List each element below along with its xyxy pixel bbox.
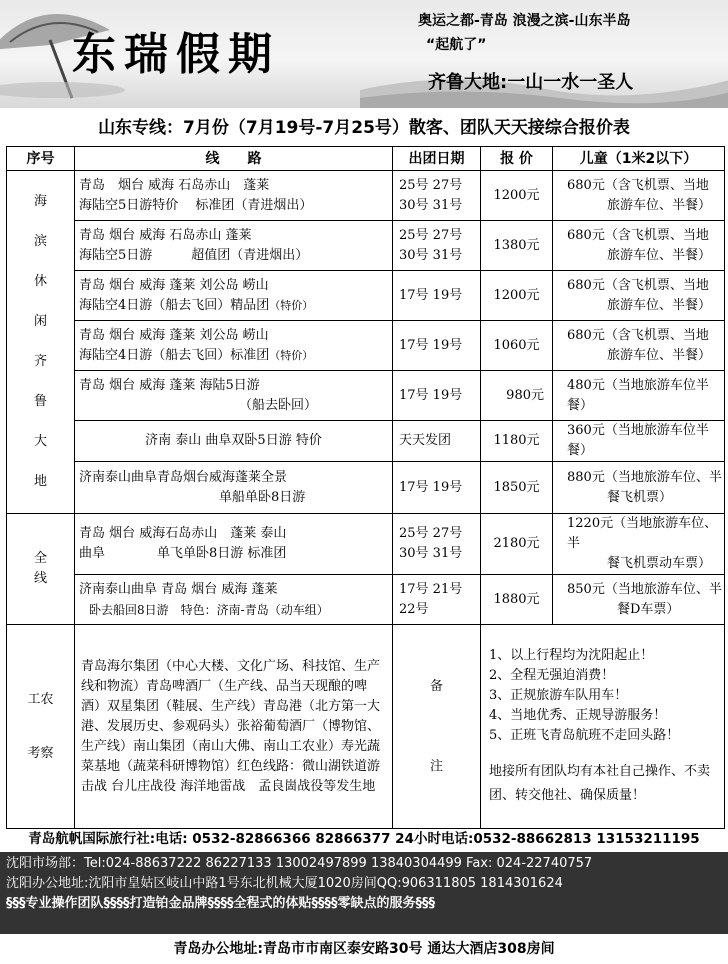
route-cell: 青岛 烟台 威海 石岛赤山 蓬莱 海陆空5日游特价 标准团（青进烟出）	[75, 171, 393, 221]
child-price-cell: 680元（含飞机票、当地 旅游车位、半餐）	[553, 221, 725, 271]
route-cell: 青岛 烟台 威海 蓬莱 海陆5日游 （船去卧回）	[75, 371, 393, 421]
header-price: 报 价	[481, 147, 553, 171]
note-item: 3、正规旅游车队用车！	[489, 687, 628, 703]
inspection-category: 工农 考察	[7, 625, 75, 829]
child-price-cell: 680元（含飞机票、当地 旅游车位、半餐）	[553, 271, 725, 321]
child-price-cell: 680元（含飞机票、当地 旅游车位、半餐）	[553, 171, 725, 221]
route-cell: 青岛 烟台 威海 石岛赤山 蓬莱 海陆空5日游 超值团（青进烟出）	[75, 221, 393, 271]
note-item: 2、全程无强迫消费！	[489, 667, 615, 683]
date-cell: 天天发团	[393, 421, 481, 462]
price-cell: 1380元	[481, 221, 553, 271]
table-header-row	[7, 147, 725, 171]
date-cell: 17号 21号 22号	[393, 575, 481, 625]
header-index: 序号	[7, 147, 75, 171]
category-full-line: 全 线	[7, 514, 75, 625]
note-item: 4、当地优秀、正规导游服务！	[489, 707, 667, 723]
route-cell: 青岛 烟台 威海 蓬莱 刘公岛 崂山 海陆空4日游（船去飞回）标准团（特价）	[75, 321, 393, 371]
header-child: 儿童（1米2以下）	[553, 147, 725, 171]
brand-title: 东瑞假期	[72, 29, 280, 80]
slogan-line-3: 齐鲁大地:一山一水一圣人	[428, 72, 634, 93]
price-cell: 1200元	[481, 171, 553, 221]
note-item: 1、以上行程均为沈阳起止！	[489, 647, 654, 663]
date-cell: 25号 27号 30号 31号	[393, 514, 481, 575]
child-price-cell: 680元（含飞机票、当地 旅游车位、半餐）	[553, 321, 725, 371]
route-cell: 青岛 烟台 威海石岛赤山 蓬莱 泰山 曲阜 单飞单卧8日游 标准团	[75, 514, 393, 575]
price-cell: 2180元	[481, 514, 553, 575]
date-cell: 17号 19号	[393, 271, 481, 321]
inspection-row	[7, 625, 725, 829]
date-cell: 25号 27号 30号 31号	[393, 221, 481, 271]
agency-contact: 青岛航帆国际旅行社:电话: 0532-82866366 82866377 24小时电话:0532-88662813 13153211195	[28, 831, 700, 847]
child-price-cell: 850元（当地旅游车位、半 餐D车票）	[553, 575, 725, 625]
remarks-notes	[481, 625, 725, 829]
table-row	[7, 171, 725, 221]
shenyang-market-line: 沈阳市场部：Tel:024-88637222 86227133 13002497899 13840304499 Fax: 024-22740757	[6, 856, 593, 871]
price-cell: 1180元	[481, 421, 553, 462]
date-cell: 17号 19号	[393, 321, 481, 371]
header-route: 线 路	[75, 147, 393, 171]
table-row	[7, 421, 725, 462]
table-row	[7, 271, 725, 321]
table-row	[7, 321, 725, 371]
notes-footer: 地接所有团队均有本社自己操作、不卖团、转交他社、确保质量！	[489, 763, 711, 803]
remarks-label: 备 注	[393, 625, 481, 829]
price-cell: 1200元	[481, 271, 553, 321]
date-cell: 17号 19号	[393, 462, 481, 514]
table-row	[7, 221, 725, 271]
child-price-cell: 360元（当地旅游车位半餐）	[553, 421, 725, 462]
price-cell: 1060元	[481, 321, 553, 371]
route-cell: 济南 泰山 曲阜双卧5日游 特价	[75, 421, 393, 462]
date-cell: 17号 19号	[393, 371, 481, 421]
child-price-cell: 1220元（当地旅游车位、半 餐飞机票动车票）	[553, 514, 725, 575]
table-row	[7, 462, 725, 514]
price-table-subtitle: 山东专线：7月份（7月19号-7月25号）散客、团队天天接综合报价表	[98, 118, 630, 138]
category-1-text: 海滨休闲齐鲁大地	[33, 194, 47, 489]
table-row	[7, 514, 725, 575]
price-table	[6, 146, 725, 829]
mottos-line: §§§专业操作团队§§§§打造铂金品牌§§§§全程式的体贴§§§§零缺点的服务§§§	[6, 896, 436, 911]
shenyang-office-line: 沈阳办公地址:沈阳市皇姑区岐山中路1号东北机械大厦1020房间QQ:906311805 1814301624	[6, 876, 563, 891]
table-row	[7, 371, 725, 421]
table-row	[7, 575, 725, 625]
header-banner	[0, 0, 728, 108]
qingdao-office-address: 青岛办公地址:青岛市市南区泰安路30号 通达大酒店308房间	[173, 941, 555, 957]
note-item: 5、正班飞青岛航班不走回头路！	[489, 727, 680, 743]
slogan-line-1: 奥运之都-青岛 浪漫之滨-山东半岛	[418, 13, 631, 29]
price-cell: 1880元	[481, 575, 553, 625]
route-cell: 青岛 烟台 威海 蓬莱 刘公岛 崂山 海陆空4日游（船去飞回）精品团（特价）	[75, 271, 393, 321]
category-seaside	[7, 171, 75, 514]
route-cell: 济南泰山曲阜 青岛 烟台 威海 蓬莱 卧去船回8日游 特色：济南-青岛（动车组）	[75, 575, 393, 625]
inspection-text: 青岛海尔集团（中心大楼、文化广场、科技馆、生产线和物流）青岛啤酒厂（生产线、品当天现酿的啤酒）双星集团（鞋展、生产线）青岛港（北方第一大港、发展历史、参观码头）张裕葡萄酒厂（博物馆、生产线）南山集团（南山大佛、南山工农业）寿光蔬菜基地（蔬菜科研博物馆）红色线路：微山湖铁道游击战 台儿庄战役 海洋地雷战 孟良崮战役等发生地	[75, 625, 393, 829]
contact-bar	[0, 852, 728, 934]
price-cell: 1850元	[481, 462, 553, 514]
child-price-cell: 480元（当地旅游车位半餐）	[553, 371, 725, 421]
slogan-line-2: “起航了”	[426, 37, 487, 53]
date-cell: 25号 27号 30号 31号	[393, 171, 481, 221]
child-price-cell: 880元（当地旅游车位、半 餐飞机票）	[553, 462, 725, 514]
route-cell: 济南泰山曲阜青岛烟台威海蓬莱全景 单船单卧8日游	[75, 462, 393, 514]
price-cell: 980元	[481, 371, 553, 421]
header-date: 出团日期	[393, 147, 481, 171]
